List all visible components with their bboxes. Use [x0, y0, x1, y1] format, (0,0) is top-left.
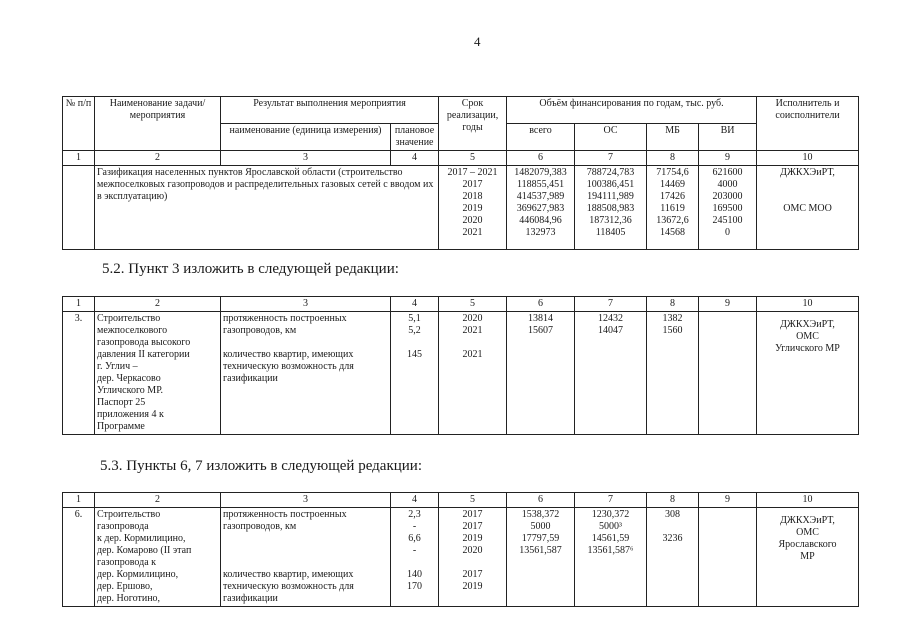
col-number: 3: [221, 297, 391, 312]
os-column: 1230,372 5000³ 14561,59 13561,587⁶: [575, 508, 647, 607]
mb-column: 308 3236: [647, 508, 699, 607]
years-column: 2020 2021 2021: [439, 312, 507, 435]
task-name: Строительство газопровода к дер. Кормилицино, дер. Комарово (II этап газопровода к дер. Кормилицино, дер. Ершово, дер. Ноготино,: [95, 508, 221, 607]
os-column: 12432 14047: [575, 312, 647, 435]
col-number: 10: [757, 493, 859, 508]
header-num: № п/п: [63, 97, 95, 151]
task-name: Строительство межпоселкового газопровода высокого давления II категории г. Углич – дер. Черкасово Угличского МР. Паспорт 25 приложения 4 к Программе: [95, 312, 221, 435]
executor-cell: ДЖКХЭиРТ, ОМС Ярославского МР: [757, 508, 859, 607]
page-number: 4: [474, 34, 481, 49]
col-number: 7: [575, 151, 647, 166]
vi-column: [699, 508, 757, 607]
years-column: 2017 2017 2019 2020 2017 2019: [439, 508, 507, 607]
header-mb: МБ: [647, 124, 699, 151]
col-number: 8: [647, 151, 699, 166]
header-vi: ВИ: [699, 124, 757, 151]
col-number: 2: [95, 493, 221, 508]
planned-values: 2,3 - 6,6 - 140 170: [391, 508, 439, 607]
col-number: 8: [647, 493, 699, 508]
col-number: 3: [221, 151, 391, 166]
vi-column: 621600 4000 203000 169500 245100 0: [699, 166, 757, 250]
item6-table: [62, 492, 859, 607]
col-number: 5: [439, 151, 507, 166]
executor-cell: ДЖКХЭиРТ, ОМС МОО: [757, 166, 859, 250]
total-column: 1538,372 5000 17797,59 13561,587: [507, 508, 575, 607]
mb-column: 1382 1560: [647, 312, 699, 435]
result-indicators: протяженность построенных газопроводов, км количество квартир, имеющих техническую возможность для газификации: [221, 508, 391, 607]
col-number: 6: [507, 297, 575, 312]
col-number: 5: [439, 297, 507, 312]
col-number: 1: [63, 151, 95, 166]
total-column: 1482079,383 118855,451 414537,989 369627,983 446084,96 132973: [507, 166, 575, 250]
years-column: 2017 – 2021 2017 2018 2019 2020 2021: [439, 166, 507, 250]
col-number: 7: [575, 297, 647, 312]
header-task: Наименование задачи/мероприятия: [95, 97, 221, 151]
header-term: Срок реализации, годы: [439, 97, 507, 151]
col-number: 1: [63, 493, 95, 508]
section-heading: 5.2. Пункт 3 изложить в следующей редакции:: [102, 261, 399, 277]
col-number: 1: [63, 297, 95, 312]
total-column: 13814 15607: [507, 312, 575, 435]
row-number: 6.: [63, 508, 95, 607]
header-os: ОС: [575, 124, 647, 151]
header-result-name: наименование (единица измерения): [221, 124, 391, 151]
header-executor: Исполнитель и соисполнители: [757, 97, 859, 151]
col-number: 9: [699, 297, 757, 312]
header-result: Результат выполнения мероприятия: [221, 97, 439, 124]
col-number: 6: [507, 151, 575, 166]
col-number: 6: [507, 493, 575, 508]
item3-table: [62, 296, 859, 435]
row-number: 3.: [63, 312, 95, 435]
funding-table: [62, 96, 859, 250]
col-number: 4: [391, 297, 439, 312]
executor-cell: ДЖКХЭиРТ, ОМС Угличского МР: [757, 312, 859, 435]
header-funding: Объём финансирования по годам, тыс. руб.: [507, 97, 757, 124]
col-number: 2: [95, 151, 221, 166]
header-result-planned: плановое значение: [391, 124, 439, 151]
result-indicators: протяженность построенных газопроводов, км количество квартир, имеющих техническую возможность для газификации: [221, 312, 391, 435]
planned-values: 5,1 5,2 145: [391, 312, 439, 435]
col-number: 4: [391, 151, 439, 166]
col-number: 3: [221, 493, 391, 508]
col-number: 10: [757, 151, 859, 166]
mb-column: 71754,6 14469 17426 11619 13672,6 14568: [647, 166, 699, 250]
col-number: 9: [699, 151, 757, 166]
col-number: 2: [95, 297, 221, 312]
section-heading: 5.3. Пункты 6, 7 изложить в следующей редакции:: [100, 458, 422, 474]
col-number: 9: [699, 493, 757, 508]
col-number: 5: [439, 493, 507, 508]
header-total: всего: [507, 124, 575, 151]
col-number: 8: [647, 297, 699, 312]
col-number: 7: [575, 493, 647, 508]
vi-column: [699, 312, 757, 435]
col-number: 10: [757, 297, 859, 312]
gasification-description: Газификация населенных пунктов Ярославской области (строительство межпоселковых газопроводов и распределительных газовых сетей с вводом их в эксплуатацию): [95, 166, 439, 250]
col-number: 4: [391, 493, 439, 508]
os-column: 788724,783 100386,451 194111,989 188508,983 187312,36 118405: [575, 166, 647, 250]
